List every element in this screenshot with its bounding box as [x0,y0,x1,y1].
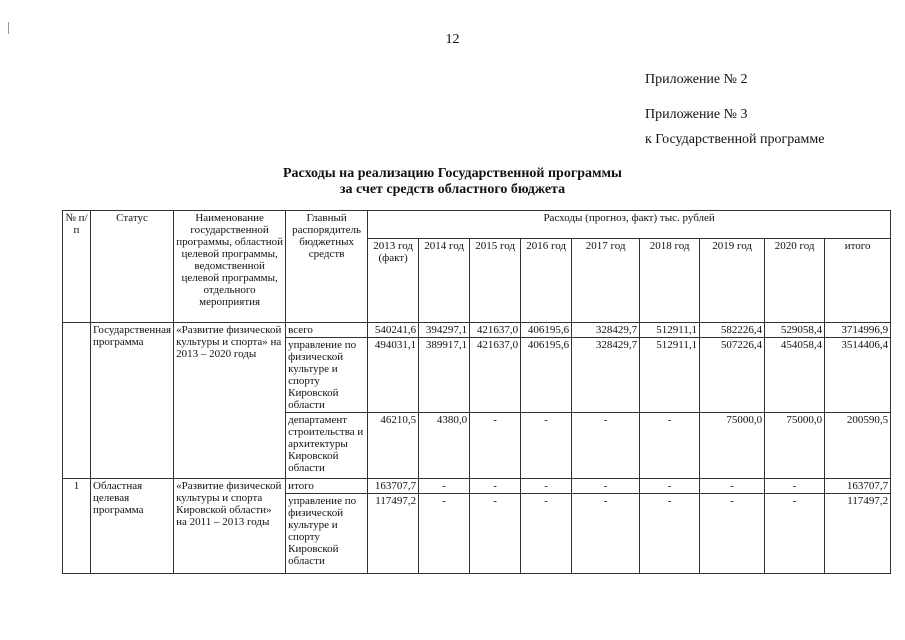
row-manager: всего [286,323,368,338]
page-number: 12 [445,32,460,47]
row-year-value: - [765,494,825,574]
row-status: Государственная программа [91,323,174,479]
row-year-value: 394297,1 [419,323,470,338]
appendix-line-1: Приложение № 2 [645,72,748,87]
header-num: № п/п [63,211,91,323]
row-program-name: «Развитие физической культуры и спорта» на 2013 – 2020 годы [174,323,286,479]
row-year-value: 454058,4 [765,338,825,413]
header-year: 2020 год [765,239,825,323]
row-manager: управление по физической культуре и спорту Кировской области [286,338,368,413]
row-year-value: 507226,4 [700,338,765,413]
row-year-value: 46210,5 [368,413,419,479]
table-row [63,323,891,338]
document-title: Расходы на реализацию Государственной программы [283,166,622,181]
row-year-value: 512911,1 [640,323,700,338]
row-year-value: 421637,0 [470,323,521,338]
row-year-value: 75000,0 [700,413,765,479]
row-year-value: 4380,0 [419,413,470,479]
row-year-value: 529058,4 [765,323,825,338]
header-name: Наименование государственной программы, областной целевой программы, ведомственной целевой программы, отдельного мероприятия [174,211,286,323]
row-year-value: 75000,0 [765,413,825,479]
row-year-value: - [470,413,521,479]
row-year-value: - [521,494,572,574]
header-year: 2014 год [419,239,470,323]
row-year-value: 540241,6 [368,323,419,338]
row-year-value: - [640,494,700,574]
row-manager: управление по физической культуре и спорту Кировской области [286,494,368,574]
row-year-value: 328429,7 [572,323,640,338]
header-year: 2019 год [700,239,765,323]
header-year: 2015 год [470,239,521,323]
header-status: Статус [91,211,174,323]
row-total-value: 3514406,4 [825,338,891,413]
row-num: 1 [63,479,91,574]
row-year-value: 512911,1 [640,338,700,413]
row-year-value: 389917,1 [419,338,470,413]
row-total-value: 3714996,9 [825,323,891,338]
row-year-value: - [470,479,521,494]
appendix-line-2: Приложение № 3 [645,107,748,122]
budget-table [62,210,891,574]
header-year: 2013 год (факт) [368,239,419,323]
row-year-value: 421637,0 [470,338,521,413]
row-year-value: - [572,413,640,479]
row-year-value: - [640,413,700,479]
appendix-line-3: к Государственной программе [645,132,825,147]
row-year-value: - [419,494,470,574]
header-expenses: Расходы (прогноз, факт) тыс. рублей [368,211,891,239]
row-status: Областная целевая программа [91,479,174,574]
row-year-value: 494031,1 [368,338,419,413]
row-manager: департамент строительства и архитектуры Кировской области [286,413,368,479]
row-year-value: - [640,479,700,494]
row-year-value: - [700,494,765,574]
row-year-value: 406195,6 [521,338,572,413]
row-year-value: - [700,479,765,494]
row-year-value: - [470,494,521,574]
row-program-name: «Развитие физической культуры и спорта Кировской области» на 2011 – 2013 годы [174,479,286,574]
document-subtitle: за счет средств областного бюджета [339,182,566,197]
header-year: 2018 год [640,239,700,323]
row-year-value: 582226,4 [700,323,765,338]
header-year: 2017 год [572,239,640,323]
row-year-value: 406195,6 [521,323,572,338]
header-total: итого [825,239,891,323]
row-manager: итого [286,479,368,494]
row-year-value: 117497,2 [368,494,419,574]
row-year-value: - [521,479,572,494]
row-year-value: - [419,479,470,494]
row-num [63,323,91,479]
row-year-value: 328429,7 [572,338,640,413]
header-manager: Главный распорядитель бюджетных средств [286,211,368,323]
row-year-value: - [572,479,640,494]
row-total-value: 200590,5 [825,413,891,479]
row-year-value: 163707,7 [368,479,419,494]
row-total-value: 117497,2 [825,494,891,574]
row-year-value: - [521,413,572,479]
row-year-value: - [572,494,640,574]
table-row [63,479,891,494]
row-total-value: 163707,7 [825,479,891,494]
header-year: 2016 год [521,239,572,323]
row-year-value: - [765,479,825,494]
